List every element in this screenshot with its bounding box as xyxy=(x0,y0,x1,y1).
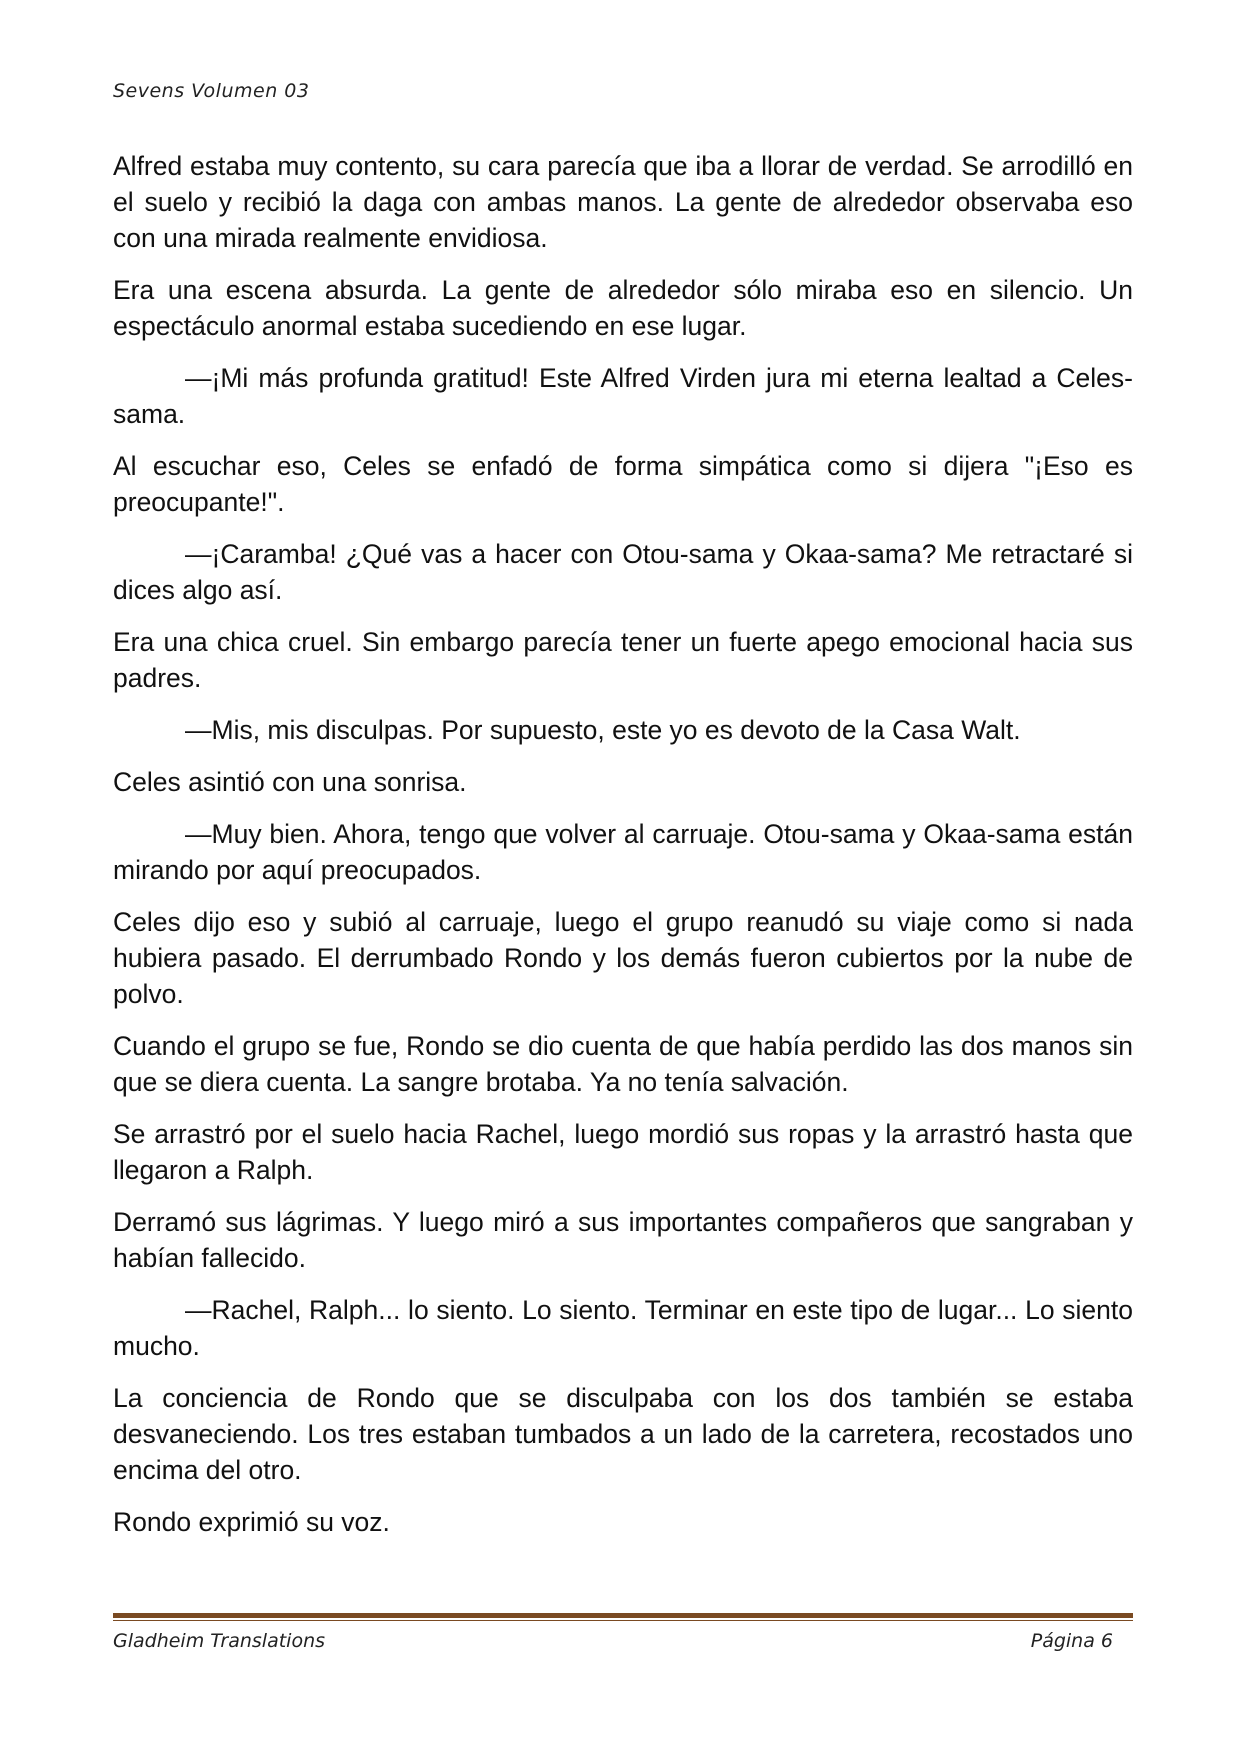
dialog-paragraph: —Mis, mis disculpas. Por supuesto, este yo es devoto de la Casa Walt. xyxy=(185,715,1021,745)
paragraph: Era una escena absurda. La gente de alrededor sólo miraba eso en silencio. Un espectáculo anormal estaba sucediendo en ese lugar. xyxy=(113,275,1133,341)
footer-credit: Gladheim Translations xyxy=(113,1630,326,1652)
footer-divider xyxy=(113,1613,1133,1621)
paragraph: Celes dijo eso y subió al carruaje, luego el grupo reanudó su viaje como si nada hubiera pasado. El derrumbado Rondo y los demás fueron cubiertos por la nube de polvo. xyxy=(113,907,1133,1009)
paragraph: Era una chica cruel. Sin embargo parecía tener un fuerte apego emocional hacia sus padres. xyxy=(113,627,1133,693)
paragraph: Celes asintió con una sonrisa. xyxy=(113,767,467,797)
footer-divider-thin xyxy=(113,1620,1133,1621)
dialog-paragraph: —¡Caramba! ¿Qué vas a hacer con Otou-sama y Okaa-sama? Me retractaré si dices algo así. xyxy=(113,539,1133,605)
body-text xyxy=(113,148,1133,1556)
paragraph: Derramó sus lágrimas. Y luego miró a sus importantes compañeros que sangraban y habían fallecido. xyxy=(113,1207,1133,1273)
page-number: Página 6 xyxy=(1030,1630,1113,1652)
paragraph: Se arrastró por el suelo hacia Rachel, luego mordió sus ropas y la arrastró hasta que llegaron a Ralph. xyxy=(113,1119,1133,1185)
paragraph: Al escuchar eso, Celes se enfadó de forma simpática como si dijera "¡Eso es preocupante!". xyxy=(113,451,1133,517)
running-header: Sevens Volumen 03 xyxy=(113,80,310,102)
paragraph: Rondo exprimió su voz. xyxy=(113,1507,390,1537)
dialog-paragraph: —Rachel, Ralph... lo siento. Lo siento. Terminar en este tipo de lugar... Lo siento mucho. xyxy=(113,1295,1133,1361)
paragraph: Cuando el grupo se fue, Rondo se dio cuenta de que había perdido las dos manos sin que se diera cuenta. La sangre brotaba. Ya no tenía salvación. xyxy=(113,1031,1133,1097)
paragraph: Alfred estaba muy contento, su cara parecía que iba a llorar de verdad. Se arrodilló en el suelo y recibió la daga con ambas manos. La gente de alrededor observaba eso con una mirada realmente envidiosa. xyxy=(113,151,1133,253)
footer-divider-thick xyxy=(113,1613,1133,1618)
paragraph: La conciencia de Rondo que se disculpaba con los dos también se estaba desvaneciendo. Los tres estaban tumbados a un lado de la carretera, recostados uno encima del otro. xyxy=(113,1383,1133,1485)
dialog-paragraph: —¡Mi más profunda gratitud! Este Alfred Virden jura mi eterna lealtad a Celes-sama. xyxy=(113,363,1133,429)
dialog-paragraph: —Muy bien. Ahora, tengo que volver al carruaje. Otou-sama y Okaa-sama están mirando por aquí preocupados. xyxy=(113,819,1133,885)
